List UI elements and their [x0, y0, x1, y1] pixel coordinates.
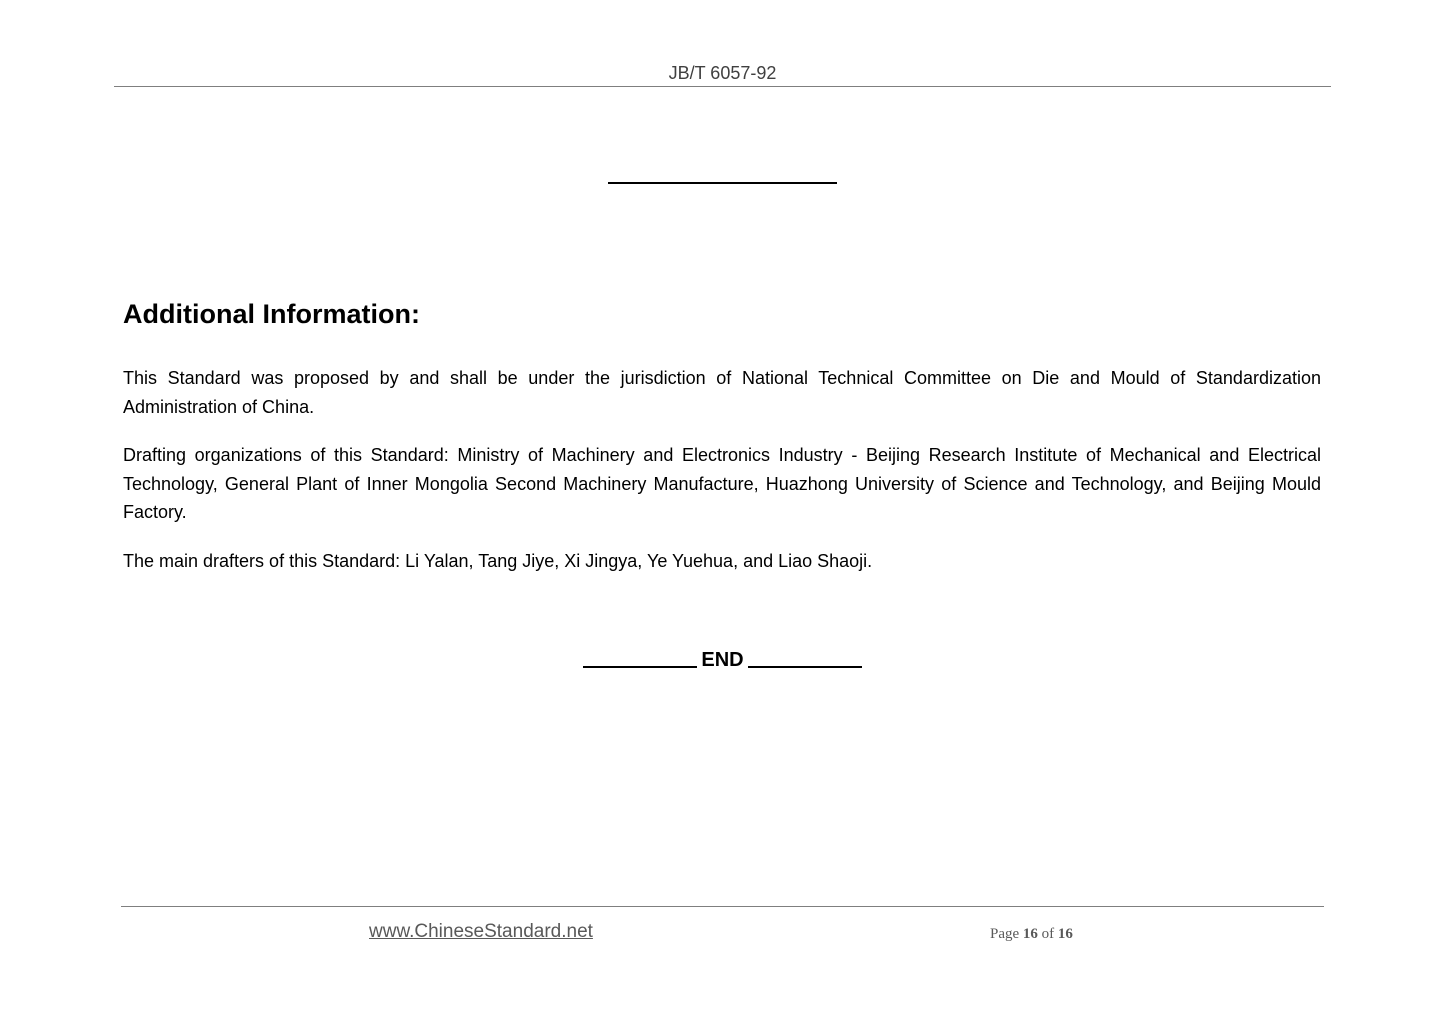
paragraph-jurisdiction: This Standard was proposed by and shall be under the jurisdiction of National Technical Committee on Die and Mould of Standardization Administration of China.: [123, 368, 1321, 417]
separator-rule: [608, 182, 837, 184]
end-marker: [0, 648, 1445, 672]
end-label: END: [701, 649, 744, 671]
section-heading: Additional Information:: [123, 299, 420, 329]
footer-divider: [121, 906, 1324, 907]
paragraph-main-drafters: The main drafters of this Standard: Li Yalan, Tang Jiye, Xi Jingya, Ye Yuehua, and Liao Shaoji.: [123, 550, 873, 571]
header-divider: [114, 86, 1331, 87]
page-total: 16: [1057, 926, 1073, 942]
page-current: 16: [1022, 926, 1038, 942]
paragraph-drafting-organizations: Drafting organizations of this Standard: Ministry of Machinery and Electronics Industry - Beijing Research Institute of Mechanical and Electrical Technology, General Plant of Inner Mongolia Second Machinery Manufacture, Huazhong University of Science and Technology, and Beijing Mould Factory.: [123, 445, 1321, 522]
end-right-rule: [748, 666, 862, 668]
end-left-rule: [583, 666, 697, 668]
page-label: Page: [990, 926, 1020, 942]
document-code-header: JB/T 6057-92: [668, 63, 777, 83]
website-link[interactable]: www.ChineseStandard.net: [369, 921, 593, 942]
page-number: [990, 924, 1073, 944]
page-of: of: [1041, 926, 1055, 942]
section-body: [123, 364, 1321, 595]
